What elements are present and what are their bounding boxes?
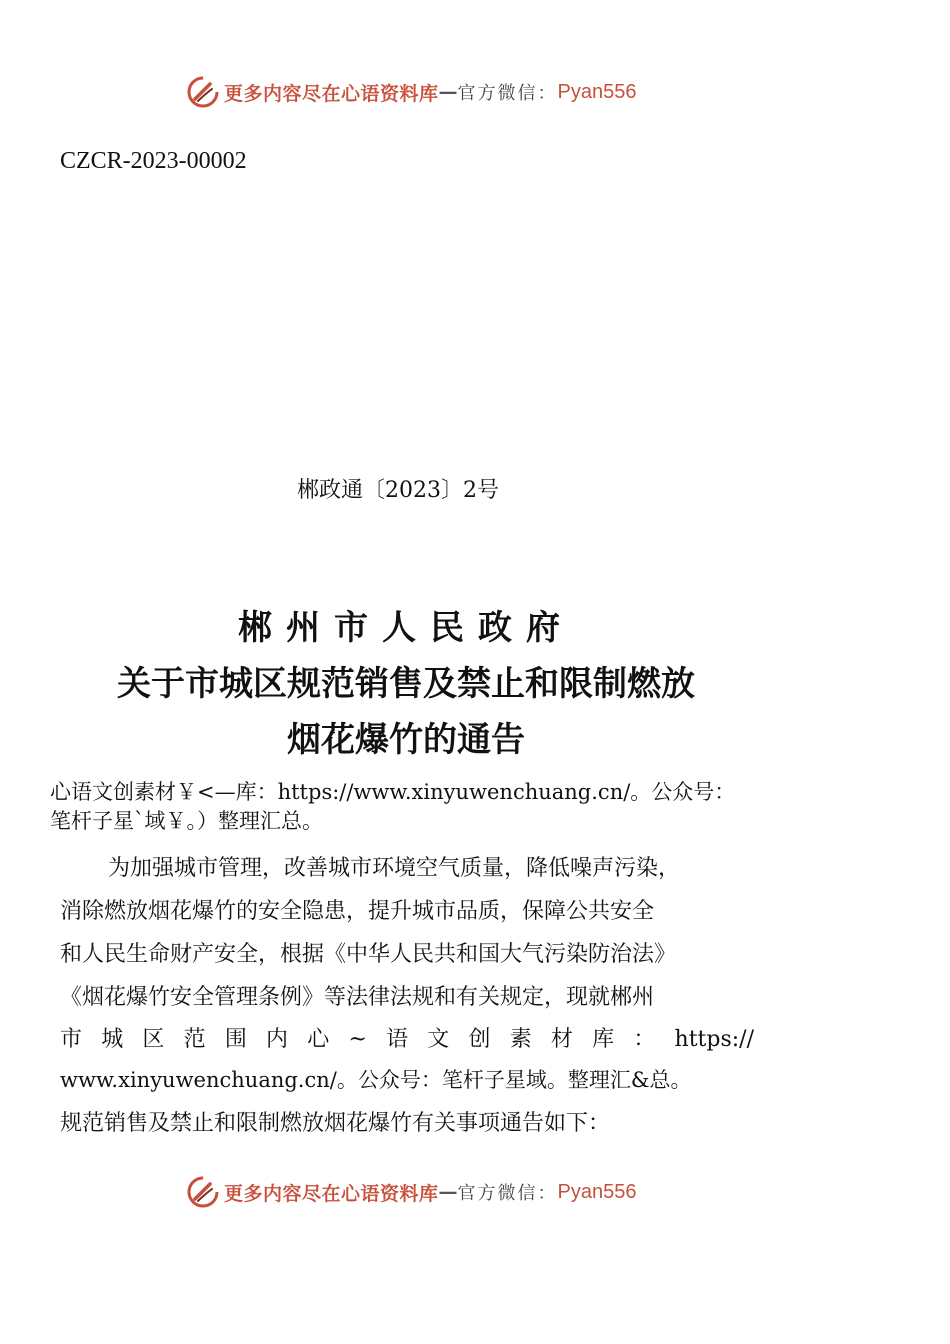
watermark-site-text: 更多内容尽在心语资料库 — [224, 82, 439, 105]
brush-stroke-logo-icon — [186, 75, 220, 109]
body-line-4: 《烟花爆竹安全管理条例》等法律法规和有关规定，现就郴州 — [60, 985, 655, 1010]
title-line-1: 郴州市人民政府 — [238, 608, 574, 648]
watermark-wechat-id: Pyan556 — [557, 80, 637, 103]
title-line-3: 烟花爆竹的通告 — [287, 720, 525, 760]
document-code: CZCR-2023-00002 — [60, 148, 247, 174]
body-line-7: 规范销售及禁止和限制燃放烟花爆竹有关事项通告如下： — [60, 1111, 611, 1136]
watermark-dash: — — [438, 81, 458, 103]
document-number: 郴政通〔2023〕2号 — [297, 478, 499, 503]
watermark-label: 官方微信： — [457, 1183, 558, 1204]
ad-text-line-2: 笔杆子星`域￥。）整理汇总。 — [50, 809, 323, 833]
watermark-banner-bottom — [186, 1174, 636, 1210]
body-line-3: 和人民生命财产安全，根据《中华人民共和国大气污染防治法》 — [60, 942, 677, 967]
body-line-1: 为加强城市管理，改善城市环境空气质量，降低噪声污染， — [108, 856, 681, 881]
body-line-2: 消除燃放烟花爆竹的安全隐患，提升城市品质，保障公共安全 — [60, 899, 655, 924]
brush-stroke-logo-icon — [186, 1175, 220, 1209]
body-line-5: 市城区范围内心~语文创素材库：https:// — [60, 1027, 754, 1052]
watermark-banner-top — [186, 74, 636, 110]
ad-text-line-1: 心语文创素材￥<—库：https://www.xinyuwenchuang.cn/。公众号： — [50, 780, 736, 804]
title-line-2: 关于市城区规范销售及禁止和限制燃放 — [117, 664, 695, 704]
body-line-6: www.xinyuwenchuang.cn/。公众号：笔杆子星域。整理汇&总。 — [60, 1068, 692, 1092]
watermark-wechat-id: Pyan556 — [557, 1180, 637, 1203]
watermark-dash: — — [438, 1181, 458, 1203]
watermark-label: 官方微信： — [457, 83, 558, 104]
watermark-site-text: 更多内容尽在心语资料库 — [224, 1182, 439, 1205]
